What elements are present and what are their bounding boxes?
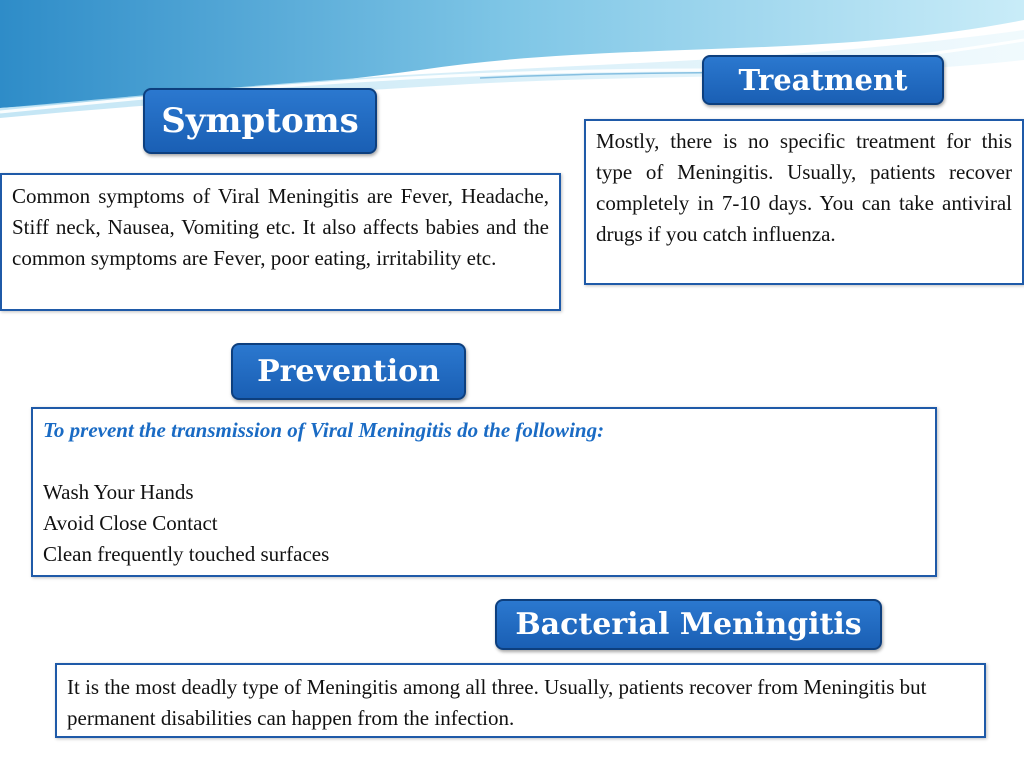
- prevention-item-clean-surfaces: Clean frequently touched surfaces: [43, 542, 330, 566]
- prevention-item-avoid-contact: Avoid Close Contact: [43, 511, 218, 535]
- treatment-text: Mostly, there is no specific treatment for this type of Meningitis. Usually, patients recover completely in 7-10 days. You can take antiviral drugs if you catch influenza.: [596, 129, 1012, 246]
- prevention-item-wash-hands: Wash Your Hands: [43, 480, 194, 504]
- treatment-text-box: [584, 119, 1024, 285]
- bacterial-meningitis-title: Bacterial Meningitis: [495, 599, 882, 650]
- symptoms-text: Common symptoms of Viral Meningitis are Fever, Headache, Stiff neck, Nausea, Vomiting etc. It also affects babies and the common symptoms are Fever, poor eating, irritability etc.: [12, 184, 549, 270]
- bacterial-text-box: [55, 663, 986, 738]
- prevention-title: Prevention: [231, 343, 466, 400]
- treatment-title: Treatment: [702, 55, 944, 105]
- bacterial-text: It is the most deadly type of Meningitis among all three. Usually, patients recover from Meningitis but permanent disabilities can happen from the infection.: [67, 675, 927, 730]
- prevention-text-box: [31, 407, 937, 577]
- symptoms-title: Symptoms: [143, 88, 377, 154]
- symptoms-text-box: [0, 173, 561, 311]
- prevention-heading: To prevent the transmission of Viral Meningitis do the following:: [43, 418, 605, 442]
